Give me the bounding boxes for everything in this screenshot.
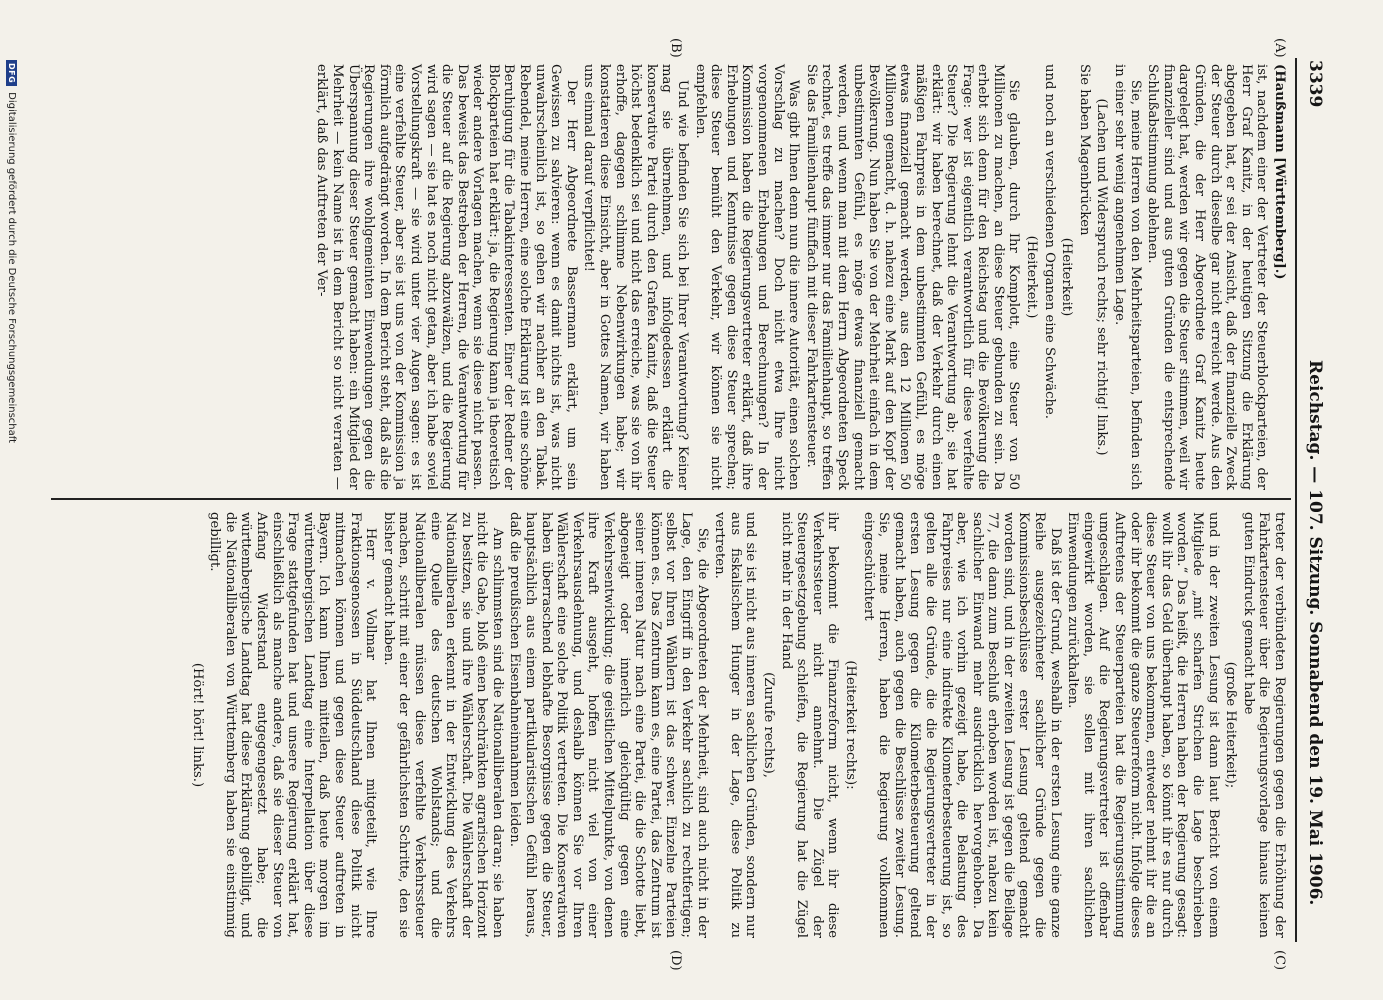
interjection: (große Heiterkeit);	[1223, 661, 1239, 789]
margin-marker-b: (B)	[668, 38, 683, 58]
interjection: (Heiterkeit.)	[1024, 235, 1040, 319]
interjection: (Heiterkeit rechts):	[842, 660, 858, 790]
column-divider	[51, 498, 1291, 500]
interjection: (Zurufe rechts),	[761, 672, 776, 778]
paragraph: Daß ist der Grund, weshalb in der ersten Lesung eine ganze Reihe ausgezeichneter sachlicher Gründe gegen die Kommissionsbeschlüsse erster Lesung geltend gemacht worden sind, und in der zweiten Lesung ist gegen die Beilage 77, die dann zum Beschluß erhoben worden ist, nahezu kein sachlicher Einwand mehr ausdrücklich hervorgehoben. Da aber, wie ich vorhin gezeigt habe, die Belastung des Fahrpreises nur eine indirekte Kilometerbesteuerung ist, so gelten alle die Gründe, die die Regierungsvertreter in der ersten Lesung gegen die Kilometerbesteuerung geltend gemacht haben, auch gegen die Beschlüsse zweiter Lesung. Sie, meine Herren, haben die Regierung vollkommen eingeschüchtert	[860, 512, 1063, 938]
paragraph: Sie haben Magenbrücken	[1076, 64, 1092, 236]
margin-marker-a: (A)	[1272, 38, 1287, 58]
page-number: 3339	[1305, 60, 1325, 108]
speaker-line: (Haußmann [Württemberg].)	[1272, 64, 1287, 280]
text-column-left	[312, 64, 1287, 490]
text-column-right	[187, 512, 1287, 938]
paragraph: ist, nachdem einer der Vertreter der Steuerblockparteien, der Herr Graf Kanitz, in der heutigen Sitzung die Erklärung abgegeben hat, er sei der Ansicht, daß der finanzielle Zweck der Steuer durch dieselbe gar nicht erreicht werde. Aus den Gründen, die der Herr Abgeordnete Graf Kanitz heute dargelegt hat, werden wir gegen die Steuer stimmen, weil wir finanzieller sind und aus guten Gründen die entsprechende Schlußabstimmung ablehnen.	[1145, 64, 1270, 490]
footer-text: Digitalisierung gefördert durch die Deutsche Forschungsgemeinschaft	[6, 92, 17, 444]
header-rule	[1295, 58, 1297, 942]
paragraph: und in der zweiten Lesung ist dann laut Bericht von einem Mitgliede „mit scharfen Strichen die Lage beschrieben worden.“ Das heißt, die Herren haben der Regierung gesagt: wollt ihr das Geld überhaupt haben, so könnt ihr es nur durch diese Steuer von uns bekommen, entweder nehmt ihr die an oder ihr bekommt die ganze Steuerreform nicht. Infolge dieses Auftretens der Steuerparteien hat die Regierungsstimmung umgeschlagen. Auf die Regierungsvertreter ist offenbar eingewirkt worden, sie sollen mit ihren sachlichen Einwendungen zurückhalten.	[1065, 512, 1221, 938]
paragraph: treter der verbündeten Regierungen gegen die Erhöhung der Fahrkartensteuer über die Regierungsvorlage hinaus keinen guten Eindruck gemacht habe	[1240, 512, 1287, 938]
running-title: Reichstag. — 107. Sitzung. Sonnabend den 19. Mai 1906.	[1305, 360, 1325, 906]
paragraph: Was gibt Ihnen denn nun die innere Autorität, einen solchen Vorschlag zu machen? Doch nicht etwa Ihre nicht vorgenommenen Erhebungen und Berechnungen? In der Kommission haben die Regierungsvertreter erklärt, daß ihre Erhebungen und Kenntnisse gegen diese Steuer sprechen; diese Steuer bemüht den Verkehr, wir können sie nicht empfehlen.	[692, 64, 802, 490]
paragraph: Und wie befinden Sie sich bei Ihrer Verantwortung? Keiner mag sie übernehmen, und infolgedessen erklärt die konservative Partei durch den Grafen Kanitz, daß die Steuer höchst bedenklich sei und nicht das erreiche, was sie von ihr erhoffe, dagegen schlimme Nebenwirkungen habe; wir konstatieren diese Einsicht, aber in Gottes Namen, wir haben uns einmal darauf verpflichtet!	[581, 64, 691, 490]
footer	[6, 60, 17, 443]
page-header	[1297, 60, 1325, 940]
paragraph: Sie, die Abgeordneten der Mehrheit, sind auch nicht in der Lage, den Eingriff in den Verkehr sachlich zu rechtfertigen; selbst vor Ihren Wählern ist das schwer. Einzelne Parteien können es. Das Zentrum kann es, eine Partei, das Zentrum ist seiner inneren Natur nach eine Partei, die die Schotte liebt, abgeneigt oder innerlich gleichgültig gegen eine Verkehrsentwicklung; die geistlichen Mittelpunkte, von denen ihre Kraft ausgeht, hoffen nicht viel von einer Verkehrsausdehnung, und deshalb können Sie vor Ihren Wählerschaft eine solche Politik vertreten. Die Konservativen haben überraschend lebhafte Besorgnisse gegen die Steuer, hauptsächlich aus einem partikularistischen Gefühl heraus, daß die preußischen Eisenbahneinnahmen leiden.	[507, 512, 710, 938]
paragraph: Sie, meine Herren von den Mehrheitsparteien, befinden sich in einer sehr wenig angenehmen Lage.	[1112, 64, 1143, 490]
dfg-logo-icon: DFG	[6, 60, 17, 86]
paragraph: und sie ist nicht aus inneren sachlichen Gründen, sondern nur aus fiskalischem Hunger in der Lage, diese Politik zu vertreten.	[712, 512, 759, 938]
margin-marker-d: (D)	[668, 950, 683, 971]
margin-marker-c: (C)	[1272, 950, 1287, 971]
interjection: (Hört! hört! links.)	[189, 662, 205, 788]
paragraph: Der Herr Abgeordnete Bassermann erklärt, um sein Gewissen zu salvieren: wenn es damit nichts ist, was nicht unwahrscheinlich ist, so gehen wir nachher an den Tabak. Rebendel, meine Herren, eine solche Erklärung ist eine schöne Beruhigung für die Tabakinteressenten. Einer der Redner der Blockparteien hat erklärt: ja, die Regierung kann ja theoretisch wieder andere Vorlagen machen, wenn sie diese nicht passen. Das beweist das Bestreben der Herren, die Verantwortung für die Steuer auf die Regierung abzuwälzen, und die Regierung wird sagen — sie hat es noch nicht getan, aber ich habe soviel Vorstellungskraft — sie wird unter vier Augen sagen: es ist eine verfehlte Steuer, aber sie ist uns von der Kommission ja förmlich aufgedrängt worden. In dem Bericht steht, daß als die Regierungen ihre wohlgemeinten Einwendungen gegen die Überspannung dieser Steuer gemacht haben: ein Mitglied der Mehrheit — kein Name ist in dem Bericht so nicht verraten — erklärt, daß das Auftreten der Ver-	[314, 64, 579, 491]
paragraph: Sie glauben, durch Ihr Komplott, eine Steuer von 50 Millionen zu machen, an diese Steuer gebunden zu sein. Da erhebt sich denn für den Reichstag und die Bevölkerung die Frage: wer ist eigentlich verantwortlich für diese verfehlte Steuer? Die Regierung lehnt die Verantwortung ab; sie hat erklärt: wir haben berechnet, daß der Verkehr durch einen mäßigen Fahrpreis in dem unbestimmten Gefühl, es möge etwas finanziell gemacht werden, aus den 12 Millionen 50 Millionen gemacht, d. h. nahezu eine Mark auf den Kopf der Bevölkerung. Nun haben Sie von der Mehrheit einfach in dem unbestimmten Gefühl, es möge etwas finanziell gemacht werden, und wenn man mit dem Herrn Abgeordneten Speck rechnet, es treffe das immer nur das Familienhaupt, so treffen Sie das Familienhaupt fünffach mit dieser Fahrkartensteuer.	[803, 64, 1022, 490]
interjection: (Lachen und Widerspruch rechts; sehr richtig! links.)	[1094, 98, 1110, 456]
interjection: (Heiterkeit)	[1059, 237, 1075, 317]
paragraph: ihr bekommt die Finanzreform nicht, wenn ihr diese Verkehrssteuer nicht annehmt. Die Zügel der Steuergesetzgebung schleifen, die Regierung hat die Zügel nicht mehr in der Hand	[778, 512, 841, 938]
paragraph: Am schlimmsten sind die Nationalliberalen daran; sie haben nicht die Gabe, bloß einen beschränkten agrarischen Horizont zu besitzen, sie und ihre Wählerschaft. Die Wählerschaft der Nationalliberalen erkennt in der Entwicklung des Verkehrs eine Quelle des deutschen Wohlstands; und die Nationalliberalen müssen diese verfehlte Verkehrssteuer machen, schritt mit einer der gefährlichsten Schritte, den sie bisher gemacht haben.	[380, 512, 505, 938]
paragraph: Herr v. Vollmar hat Ihnen mitgeteilt, wie Ihre Fraktionsgenossen in Süddeutschland diese Politik nicht mitmachen können und gegen diese Steuer auftreten in Bayern. Ich kann Ihnen mitteilen, daß heute morgen im württembergischen Landtag eine Interpellation über diese Frage stattgefunden hat und unsere Regierung erklärt hat, einschließlich als manche andere, daß sie dieser Steuer von Anfang Widerstand entgegengesetzt habe; die württembergische Landtag hat diese Erklärung gebilligt, und die Nationalliberalen von Württemberg haben sie einstimmig gebilligt.	[207, 512, 379, 938]
paragraph: und noch an verschiedenen Organen eine Schwäche.	[1041, 64, 1057, 419]
